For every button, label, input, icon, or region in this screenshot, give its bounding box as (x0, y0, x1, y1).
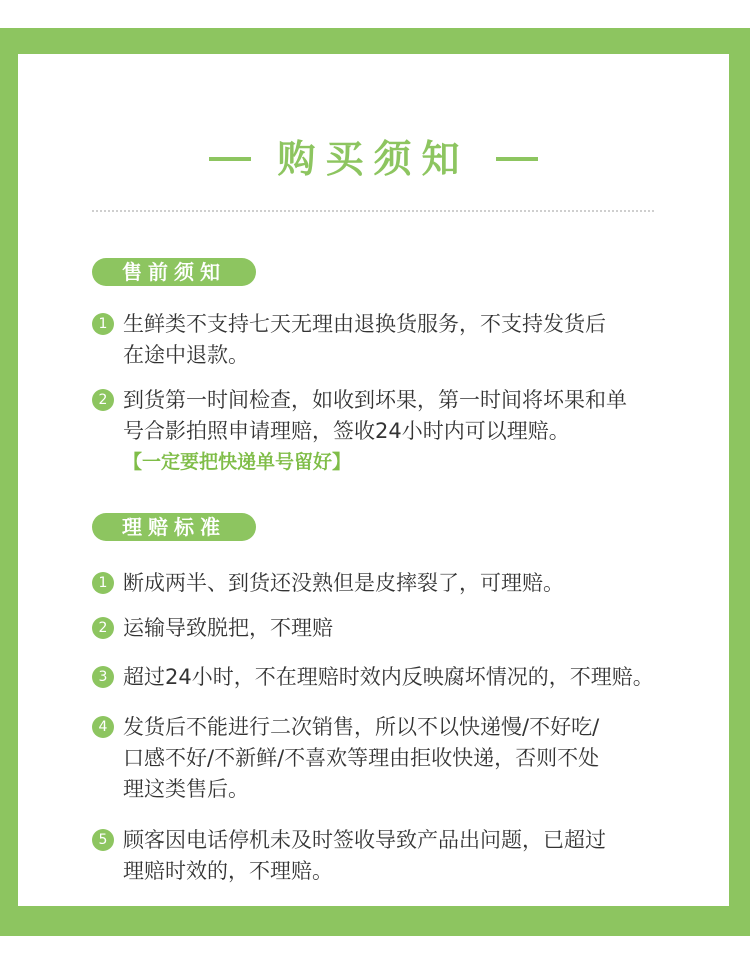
item-line: 运输导致脱把，不理赔 (123, 616, 333, 640)
content-panel (18, 54, 729, 906)
item-line: 理赔时效的，不理赔。 (123, 859, 333, 883)
item-text (123, 712, 672, 805)
item-line: 到货第一时间检查，如收到坏果，第一时间将坏果和单 (123, 388, 627, 412)
item-text (123, 568, 672, 599)
page-title-row (18, 136, 729, 182)
item-line: 超过24小时，不在理赔时效内反映腐坏情况的，不理赔。 (123, 665, 654, 689)
number-badge: 5 (92, 829, 114, 851)
item-line: 在途中退款。 (123, 343, 249, 367)
list-item (92, 662, 672, 693)
dotted-divider (92, 210, 654, 212)
item-line: 顾客因电话停机未及时签收导致产品出问题，已超过 (123, 828, 606, 852)
item-text (123, 613, 672, 644)
item-line: 发货后不能进行二次销售，所以不以快递慢/不好吃/ (123, 715, 600, 739)
item-text (123, 662, 672, 693)
number-badge: 2 (92, 617, 114, 639)
item-line: 生鲜类不支持七天无理由退换货服务，不支持发货后 (123, 312, 606, 336)
list-item (92, 712, 672, 805)
item-text (123, 825, 672, 887)
number-badge: 1 (92, 313, 114, 335)
list-item (92, 825, 672, 887)
tracking-number-note: 【一定要把快递单号留好】 (123, 451, 352, 473)
title-dash-right (496, 157, 538, 161)
number-badge: 2 (92, 389, 114, 411)
number-badge: 1 (92, 572, 114, 594)
number-badge: 3 (92, 666, 114, 688)
list-item (92, 613, 672, 644)
item-text (123, 309, 672, 371)
item-line: 口感不好/不新鲜/不喜欢等理由拒收快递，否则不处 (123, 746, 600, 770)
green-frame (0, 28, 750, 936)
item-line: 号合影拍照申请理赔，签收24小时内可以理赔。 (123, 419, 570, 443)
page-title: 购买须知 (277, 137, 470, 181)
item-line: 理这类售后。 (123, 777, 249, 801)
list-item (92, 568, 672, 599)
item-line: 断成两半、到货还没熟但是皮摔裂了，可理赔。 (123, 571, 564, 595)
list-item (92, 309, 672, 371)
list-item (92, 385, 672, 478)
section-heading-claim-standard: 理赔标准 (92, 513, 256, 541)
title-dash-left (209, 157, 251, 161)
section-heading-pre-sale: 售前须知 (92, 258, 256, 286)
item-text (123, 385, 672, 478)
number-badge: 4 (92, 716, 114, 738)
